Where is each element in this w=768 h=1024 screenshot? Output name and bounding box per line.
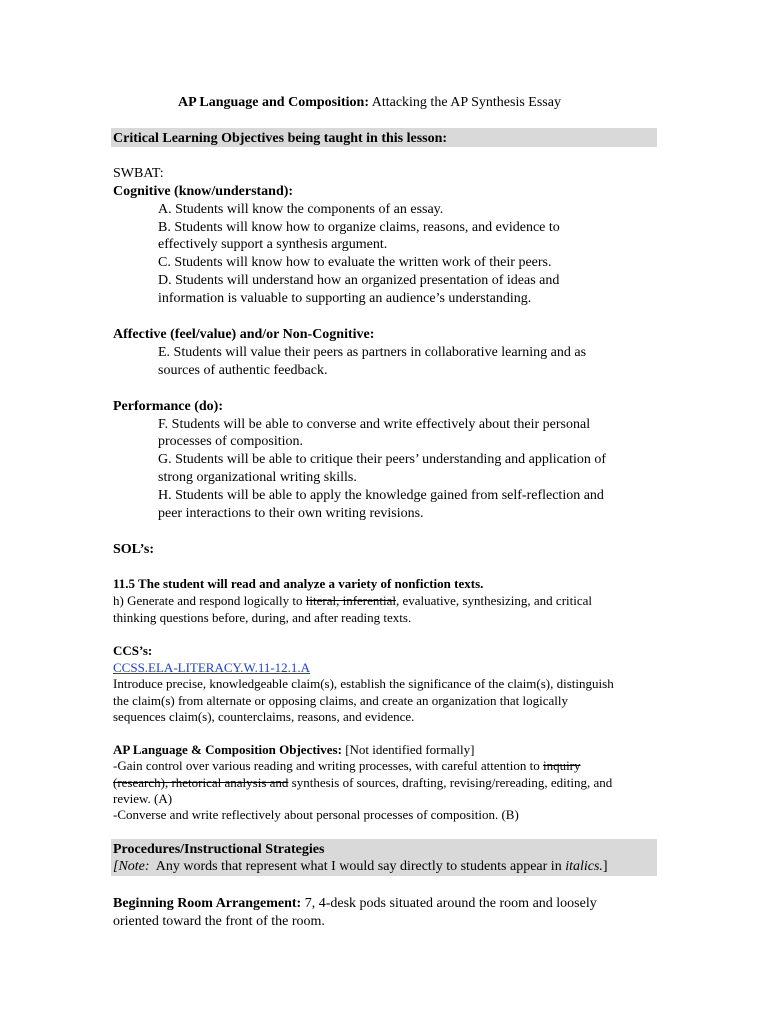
objective-g-cont: strong organizational writing skills. (158, 470, 357, 485)
objective-h-cont: peer interactions to their own writing revisions. (158, 506, 424, 521)
sol-h-pre: h) Generate and respond logically to (113, 593, 306, 608)
ap-objective-line-3: review. (A) (113, 791, 173, 806)
room-arrangement-cont: oriented toward the front of the room. (113, 914, 325, 929)
performance-heading: Performance (do): (113, 399, 224, 414)
procedures-heading: Procedures/Instructional Strategies (113, 842, 325, 857)
objective-f-cont: processes of composition. (158, 434, 304, 449)
title-lesson: Attacking the AP Synthesis Essay (371, 95, 561, 110)
objective-c: C. Students will know how to evaluate the written work of their peers. (158, 255, 552, 270)
room-arrangement (113, 895, 597, 912)
procedures-note (113, 858, 608, 875)
objective-f: F. Students will be able to converse and write effectively about their personal (158, 417, 591, 432)
objective-h: H. Students will be able to apply the knowledge gained from self-reflection and (158, 488, 604, 503)
sol-heading: SOL’s: (113, 542, 154, 557)
sol-h-struck: literal, inferential (305, 593, 396, 608)
note-text: Any words that represent what I would say directly to students appear in (149, 859, 566, 874)
objective-d-cont: information is valuable to supporting an audience’s understanding. (158, 291, 532, 306)
objective-b: B. Students will know how to organize claims, reasons, and evidence to (158, 220, 560, 235)
ap-l1-pre: -Gain control over various reading and writing processes, with careful attention to (113, 758, 543, 773)
objectives-header: Critical Learning Objectives being taught in this lesson: (113, 131, 448, 146)
sol-h-post: , evaluative, synthesizing, and critical (396, 593, 593, 608)
room-label: Beginning Room Arrangement: (113, 896, 302, 911)
objective-e-cont: sources of authentic feedback. (158, 363, 328, 378)
objective-d: D. Students will understand how an organized presentation of ideas and (158, 273, 560, 288)
ap-objectives-heading (113, 741, 474, 758)
objective-b-cont: effectively support a synthesis argument. (158, 237, 388, 252)
ap-objective-line-2 (113, 774, 612, 791)
ap-l2-struck: (research), rhetorical analysis and (113, 775, 289, 790)
ap-objective-line-4: -Converse and write reflectively about personal processes of composition. (B) (113, 807, 519, 822)
ccs-text-1: Introduce precise, knowledgeable claim(s), establish the significance of the claim(s), distinguish (113, 676, 614, 691)
cognitive-heading: Cognitive (know/understand): (113, 184, 294, 199)
ccs-text-3: sequences claim(s), counterclaims, reasons, and evidence. (113, 709, 415, 724)
sol-h-line2: thinking questions before, during, and after reading texts. (113, 610, 412, 625)
room-text: 7, 4-desk pods situated around the room and loosely (301, 896, 597, 911)
ap-l1-struck: inquiry (542, 758, 581, 773)
ccs-text-2: the claim(s) from alternate or opposing claims, and create an organization that logically (113, 693, 568, 708)
title-course: AP Language and Composition: (178, 95, 369, 110)
ap-l2-post: synthesis of sources, drafting, revising/rereading, editing, and (288, 775, 613, 790)
note-end: ] (602, 859, 608, 874)
ccs-heading: CCS’s: (113, 643, 153, 658)
sol-standard: 11.5 The student will read and analyze a variety of nonfiction texts. (113, 576, 484, 591)
objective-a: A. Students will know the components of an essay. (158, 202, 444, 217)
objective-e: E. Students will value their peers as partners in collaborative learning and as (158, 345, 587, 360)
ap-objective-line-1 (113, 757, 581, 774)
page-title (178, 94, 561, 111)
affective-heading: Affective (feel/value) and/or Non-Cognitive: (113, 327, 375, 342)
note-italic: italics. (565, 859, 603, 874)
ap-heading-note: [Not identified formally] (345, 742, 475, 757)
note-label: [Note: (113, 859, 150, 874)
objective-g: G. Students will be able to critique their peers’ understanding and application of (158, 452, 607, 467)
swbat-label: SWBAT: (113, 166, 164, 181)
ccs-standard-link[interactable]: CCSS.ELA-LITERACY.W.11-12.1.A (113, 660, 311, 675)
ap-heading-label: AP Language & Composition Objectives: (113, 742, 342, 757)
sol-h-line (113, 592, 592, 609)
